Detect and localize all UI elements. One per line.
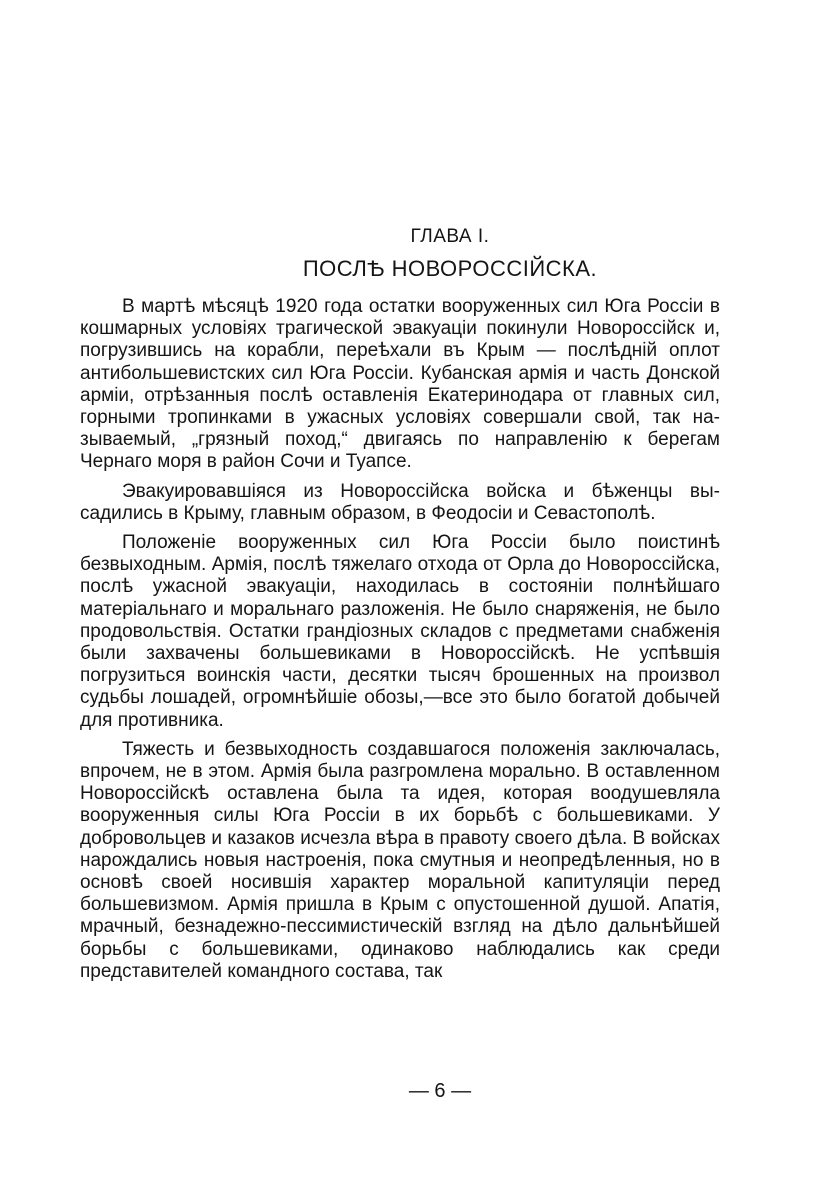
paragraph-3: Положеніе вооруженных сил Юга Россіи было поистинѣ безвыходным. Армія, послѣ тяжелаго отхода от Орла до Новороссійска, послѣ ужасной эвакуаціи, находилась в состояніи полнѣйшаго матеріальнаго и моральнаго разложенія. Не было снаряженія, не было продовольствія. Остатки грандіозных складов с предметами снабженія были захвачены большевиками в Новороссійскѣ. Не успѣвшія погрузиться воинскія части, десятки тысяч брошенных на произвол судьбы лошадей, огромнѣйшіе обозы,—все это было богатой добычей для противника. — [80, 532, 720, 731]
paragraph-4: Тяжесть и безвыходность создавшагося положенія заключалась, впрочем, не в этом. Армія была разгромлена морально. В оставленном Новороссійскѣ оставлена была та идея, которая воодушевляла вооруженныя силы Юга Россіи в их борьбѣ с большевиками. У добровольцев и казаков исчезла вѣра в правоту своего дѣла. В войсках нарождались новыя настроенія, пока смутныя и неопредѣленныя, но в основѣ своей носившія характер моральной капитуляціи перед большевизмом. Армія пришла в Крым с опустошенной душой. Апатія, мрачный, безнадежно-пессимистическій взгляд на дѣло дальнѣйшей борьбы с большевиками, одинаково наблюдались как среди представителей командного состава, так — [80, 738, 720, 982]
page-number: — 6 — — [408, 1080, 472, 1102]
paragraph-2: Эвакуировавшіяся из Новороссійска войска и бѣженцы высадились в Крыму, главным образом, в Феодосіи и Севастополѣ. — [80, 480, 720, 524]
chapter-number: ГЛАВА I. — [410, 226, 490, 247]
paragraph-1: В мартѣ мѣсяцѣ 1920 года остатки вооруженных сил Юга Россіи в кошмарных условіях трагической эвакуаціи покинули Новороссійск и, погрузившись на корабли, переѣхали въ Крым — послѣдній оплот антибольшевистских сил Юга Россіи. Кубанская армія и часть Донской арміи, отрѣзанныя послѣ оставленія Екатеринодара от главных сил, горными тропинками в ужасных условіях совершали свой, так называемый, „грязный поход,“ двигаясь по направленію к берегам Чернаго моря в район Сочи и Туапсе. — [80, 296, 720, 473]
body-text — [80, 296, 720, 990]
chapter-title: ПОСЛѢ НОВОРОССІЙСКА. — [302, 256, 598, 281]
